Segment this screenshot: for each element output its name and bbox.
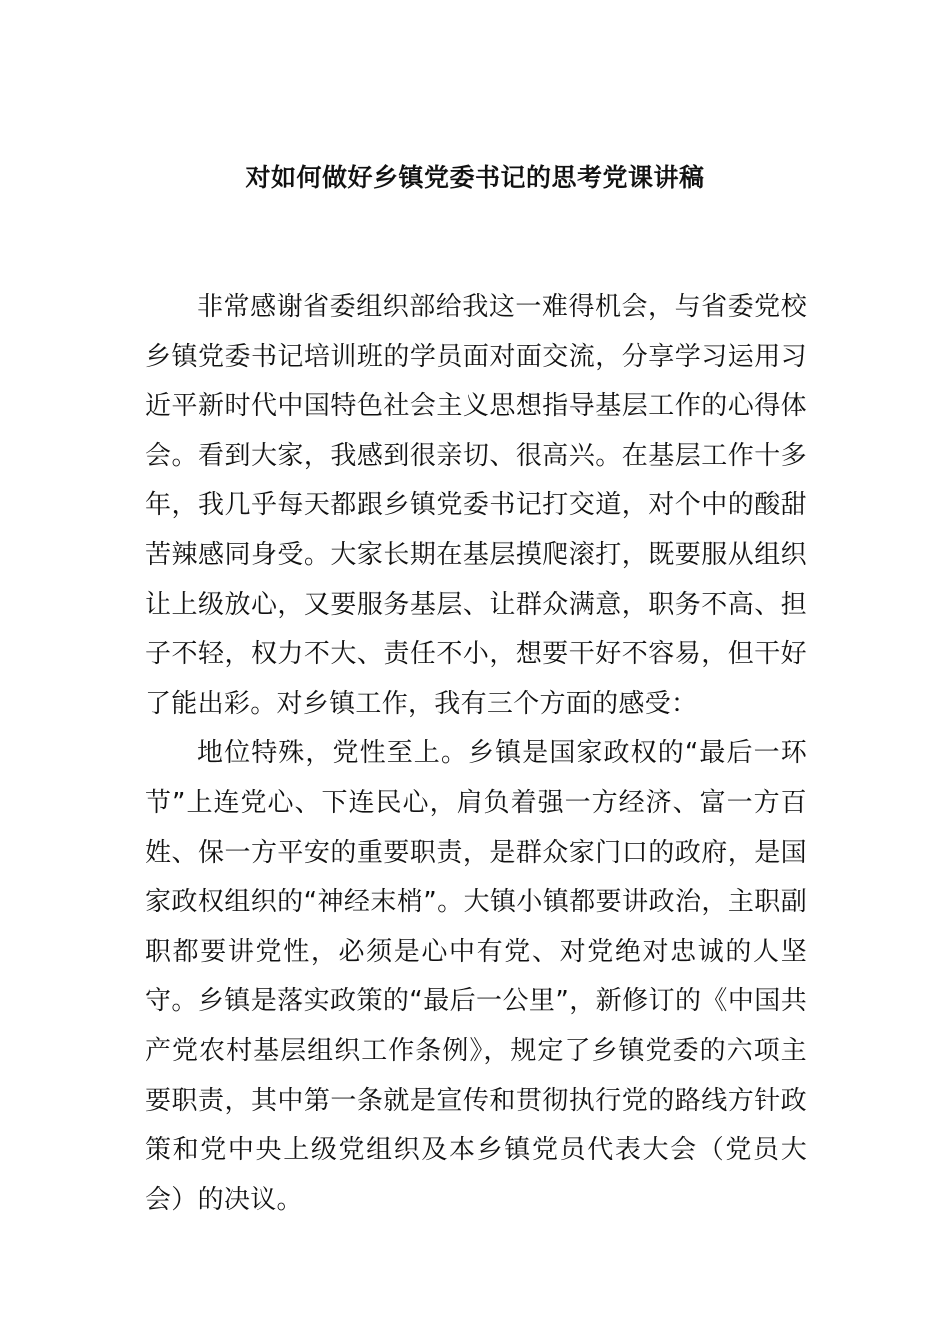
document-title: 对如何做好乡镇党委书记的思考党课讲稿 [245, 163, 705, 192]
document-body [145, 283, 807, 1225]
paragraph-status: 地位特殊，党性至上。乡镇是国家政权的“最后一环节”上连党心、下连民心，肩负着强一方经济、富一方百姓、保一方平安的重要职责，是群众家门口的政府，是国家政权组织的“神经末梢”。大镇小镇都要讲政治，主职副职都要讲党性，必须是心中有党、对党绝对忠诚的人坚守。乡镇是落实政策的“最后一公里”，新修订的《中国共产党农村基层组织工作条例》，规定了乡镇党委的六项主要职责，其中第一条就是宣传和贯彻执行党的路线方针政策和党中央上级党组织及本乡镇党员代表大会（党员大会）的决议。 [145, 738, 807, 1215]
paragraph-intro: 非常感谢省委组织部给我这一难得机会，与省委党校乡镇党委书记培训班的学员面对面交流，分享学习运用习近平新时代中国特色社会主义思想指导基层工作的心得体会。看到大家，我感到很亲切、很高兴。在基层工作十多年，我几乎每天都跟乡镇党委书记打交道，对个中的酸甜苦辣感同身受。大家长期在基层摸爬滚打，既要服从组织让上级放心，又要服务基层、让群众满意，职务不高、担子不轻，权力不大、责任不小，想要干好不容易，但干好了能出彩。对乡镇工作，我有三个方面的感受： [145, 292, 807, 719]
